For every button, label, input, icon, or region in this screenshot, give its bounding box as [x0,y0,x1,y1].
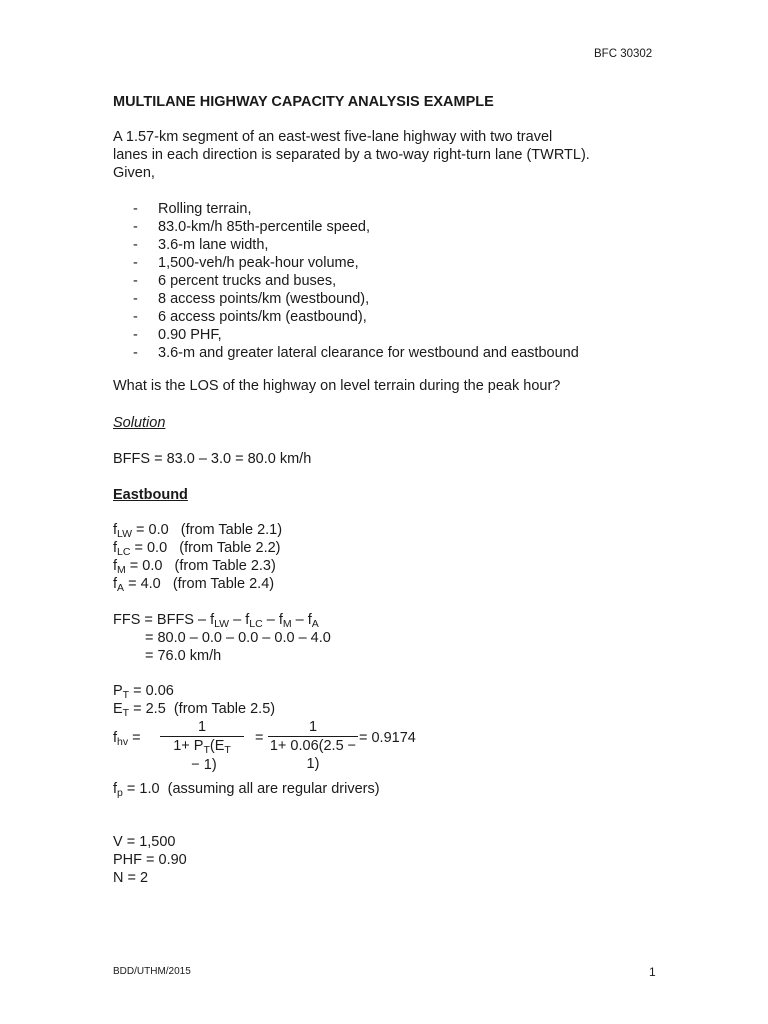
list-dash: - [133,219,138,235]
page-number: 1 [649,965,656,979]
fp-value: $f_p = 1.0$ (assuming all are regular drivers) [113,781,380,799]
list-item-text: 83.0-km/h 85th-percentile speed, [158,219,370,235]
volume-value: V = 1,500 [113,834,176,850]
question-text: What is the LOS of the highway on level terrain during the peak hour? [113,378,561,394]
et-value: $E_T = 2.5$ (from Table 2.5) [113,701,276,719]
list-item-text: 3.6-m lane width, [158,237,269,253]
list-dash: - [133,273,138,289]
list-dash: - [133,201,138,217]
list-dash: - [133,309,138,325]
list-item-text: 8 access points/km (westbound), [158,291,370,307]
intro-line-3: Given, [113,165,155,181]
list-dash: - [133,291,138,307]
fhv-fraction-1 [160,718,244,773]
lanes-value: N = 2 [113,870,149,886]
eastbound-heading: Eastbound [113,487,188,503]
fraction-numerator: 1 [197,719,207,735]
fraction-numerator: 1 [308,719,318,735]
list-item-text: 1,500-veh/h peak-hour volume, [158,255,359,271]
intro-line-1: A 1.57-km segment of an east-west five-lane highway with two travel [113,129,553,145]
course-code: BFC 30302 [594,48,653,60]
ffs-line-3: = 76.0 km/h [145,648,222,664]
list-dash: - [133,255,138,271]
bffs-equation: BFFS = 83.0 – 3.0 = 80.0 km/h [113,451,312,467]
list-dash: - [133,237,138,253]
fhv-label: $f_{hv}$ = [113,730,141,748]
list-item-text: 3.6-m and greater lateral clearance for westbound and eastbound [158,345,579,361]
page-title: MULTILANE HIGHWAY CAPACITY ANALYSIS EXAMPLE [113,94,494,110]
solution-heading: Solution [113,415,166,431]
list-item-text: 6 percent trucks and buses, [158,273,337,289]
fraction-denominator: 1+ 0.06(2.5 − 1) [269,738,357,772]
ffs-line-2: = 80.0 – 0.0 – 0.0 – 0.0 – 4.0 [145,630,331,646]
footer-left: BDD/UTHM/2015 [113,966,191,977]
pt-value: $P_T = 0.06$ [113,683,174,701]
phf-value: PHF = 0.90 [113,852,187,868]
fhv-equals: = [255,730,264,746]
fhv-fraction-2 [268,718,358,772]
fhv-result: = 0.9174 [359,730,416,746]
list-item-text: 6 access points/km (eastbound), [158,309,367,325]
list-item-text: Rolling terrain, [158,201,252,217]
factor-flc: $f_{LC} = 0.0$ (from Table 2.2) [113,540,281,558]
factor-flw: $f_{LW} = 0.0$ (from Table 2.1) [113,522,283,540]
factor-fa: $f_A = 4.0$ (from Table 2.4) [113,576,275,594]
fraction-denominator: $1+ P_T(E_T - 1)$ [173,738,231,773]
list-item-text: 0.90 PHF, [158,327,222,343]
intro-paragraph [113,128,613,182]
factor-fm: $f_M = 0.0$ (from Table 2.3) [113,558,276,576]
ffs-equation: FFS = BFFS – $f_{LW} - f_{LC} - f_M - f_A$ [113,612,319,630]
list-dash: - [133,345,138,361]
intro-line-2: lanes in each direction is separated by a two-way right-turn lane (TWRTL). [113,147,590,163]
list-dash: - [133,327,138,343]
